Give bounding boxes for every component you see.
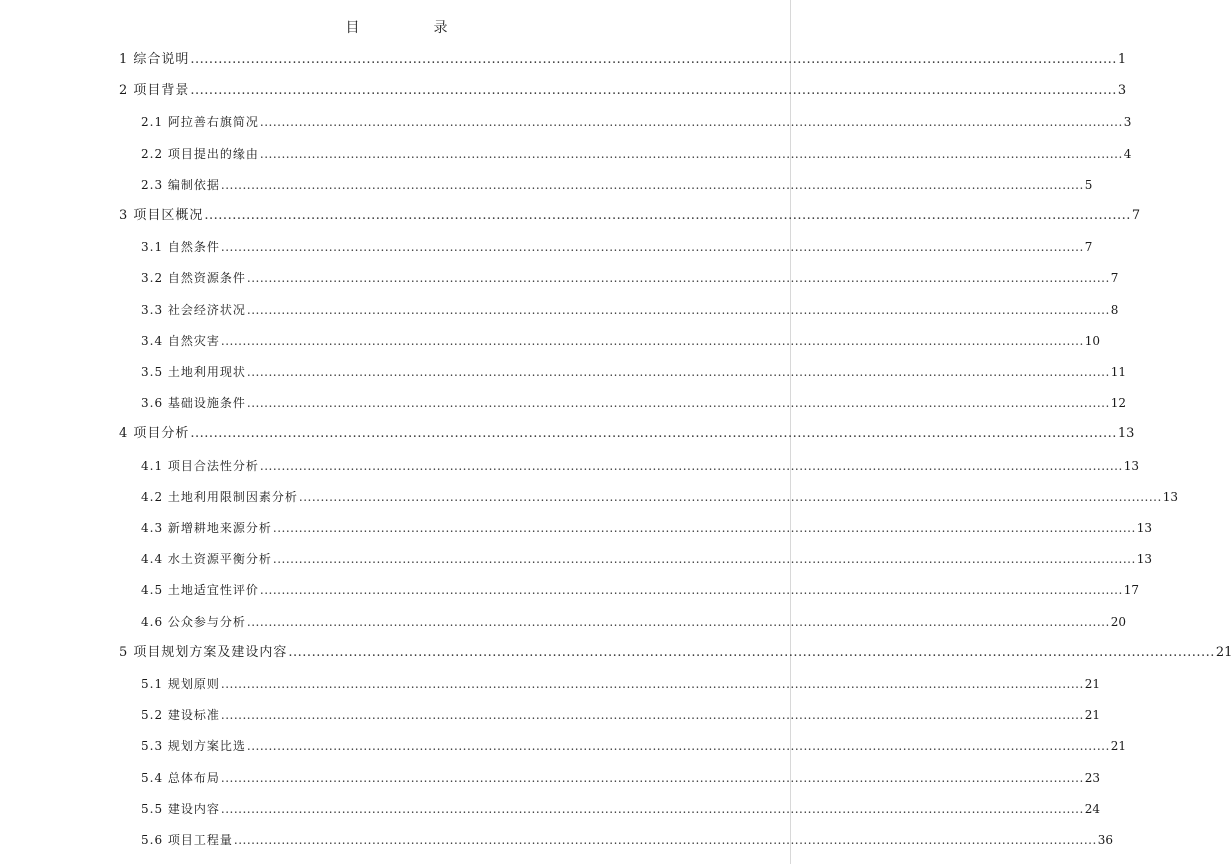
toc-leader-dots: ........................................................................................................................................................................................................	[259, 583, 1123, 598]
toc-entry-page: 13	[1162, 489, 1179, 504]
toc-leader-dots: ........................................................................................................................................................................................................	[288, 644, 1215, 660]
toc-entry	[119, 50, 1127, 70]
toc-entry-title: 2.1 阿拉善右旗简况	[141, 115, 259, 130]
toc-entry	[141, 300, 1119, 320]
toc-entry	[141, 144, 1132, 164]
toc-entry-title: 5.3 规划方案比选	[141, 739, 246, 754]
toc-entry-title: 3.5 土地利用现状	[141, 365, 246, 379]
toc-leader-dots: ........................................................................................................................................................................................................	[220, 801, 1084, 816]
toc-entry-page: 1	[1117, 52, 1127, 67]
toc-leader-dots: ........................................................................................................................................................................................................	[259, 115, 1123, 130]
toc-entry-page: 5	[1084, 177, 1093, 192]
toc-entry	[141, 456, 1140, 476]
toc-entry	[141, 674, 1101, 694]
toc-leader-dots: ........................................................................................................................................................................................................	[190, 83, 1117, 99]
toc-entry-title: 3.3 社会经济状况	[141, 302, 246, 317]
toc-entry-title: 4.4 水土资源平衡分析	[141, 552, 272, 567]
toc-entry	[141, 362, 1127, 382]
toc-entry-title: 2.2 项目提出的缘由	[141, 146, 259, 161]
page-title: 目 录	[345, 20, 478, 36]
toc-entry	[119, 81, 1127, 101]
toc-leader-dots: ........................................................................................................................................................................................................	[246, 396, 1110, 411]
toc-entry-page: 21	[1110, 739, 1127, 754]
toc-entry-title: 3.2 自然资源条件	[141, 271, 246, 286]
toc-leader-dots: ........................................................................................................................................................................................................	[246, 271, 1110, 286]
toc-entry-title: 3.4 自然灾害	[141, 333, 220, 348]
toc-entry	[141, 580, 1140, 600]
toc-entry-title: 4.2 土地利用限制因素分析	[141, 489, 298, 504]
toc-entry-page: 7	[1110, 271, 1119, 286]
toc-entry-title: 3.1 自然条件	[141, 240, 220, 255]
toc-entry-title: 5.5 建设内容	[141, 801, 220, 816]
toc-leader-dots: ........................................................................................................................................................................................................	[233, 833, 1097, 847]
toc-entry-title: 4.6 公众参与分析	[141, 614, 246, 629]
toc-entry-page: 8	[1110, 302, 1119, 317]
toc-entry-title: 5.6 项目工程量	[141, 833, 233, 847]
toc-leader-dots: ........................................................................................................................................................................................................	[272, 552, 1136, 567]
toc-entry-page: 24	[1084, 801, 1101, 816]
toc-entry-page: 7	[1131, 208, 1141, 223]
toc-entry	[141, 768, 1101, 788]
toc-entry	[141, 175, 1093, 195]
toc-entry	[141, 393, 1127, 413]
toc-entry-title: 4 项目分析	[119, 426, 190, 442]
toc-leader-dots: ........................................................................................................................................................................................................	[246, 365, 1110, 379]
toc-entry-title: 5.4 总体布局	[141, 770, 220, 785]
toc-entry-title: 5 项目规划方案及建设内容	[119, 644, 288, 660]
toc-entry-page: 21	[1215, 644, 1232, 660]
toc-entry-page: 13	[1123, 458, 1140, 473]
toc-entry	[141, 518, 1153, 538]
toc-entry	[141, 112, 1132, 132]
toc-leader-dots: ........................................................................................................................................................................................................	[220, 177, 1084, 192]
toc-entry-page: 21	[1084, 708, 1101, 723]
toc-entry-title: 4.5 土地适宜性评价	[141, 583, 259, 598]
toc-entry-page: 36	[1097, 833, 1114, 847]
toc-leader-dots: ........................................................................................................................................................................................................	[246, 302, 1110, 317]
toc-leader-dots: ........................................................................................................................................................................................................	[220, 677, 1084, 691]
toc-leader-dots: ........................................................................................................................................................................................................	[259, 146, 1123, 161]
toc-entry-page: 17	[1123, 583, 1140, 598]
toc-leader-dots: ........................................................................................................................................................................................................	[220, 770, 1084, 785]
toc-entry	[141, 830, 1114, 850]
toc-leader-dots: ........................................................................................................................................................................................................	[220, 333, 1084, 348]
toc-entry-title: 5.2 建设标准	[141, 708, 220, 723]
toc-entry-page: 4	[1123, 146, 1132, 161]
toc-entry-title: 2 项目背景	[119, 83, 190, 99]
toc-entry	[141, 237, 1093, 257]
toc-leader-dots: ........................................................................................................................................................................................................	[190, 52, 1117, 67]
toc-entry-title: 4.1 项目合法性分析	[141, 458, 259, 473]
toc-leader-dots: ........................................................................................................................................................................................................	[204, 208, 1131, 223]
toc-entry	[119, 206, 1141, 226]
toc-entry-title: 2.3 编制依据	[141, 177, 220, 192]
toc-leader-dots: ........................................................................................................................................................................................................	[246, 739, 1110, 754]
toc-entry-page: 13	[1136, 521, 1153, 535]
toc-entry	[141, 487, 1179, 507]
toc-entry-page: 3	[1117, 83, 1127, 99]
toc-leader-dots: ........................................................................................................................................................................................................	[298, 489, 1162, 504]
toc-entry-page: 11	[1110, 365, 1127, 379]
toc-leader-dots: ........................................................................................................................................................................................................	[246, 614, 1110, 629]
toc-entry	[141, 736, 1127, 756]
toc-leader-dots: ........................................................................................................................................................................................................	[272, 521, 1136, 535]
toc-entry	[119, 424, 1135, 444]
toc-entry-page: 7	[1084, 240, 1093, 255]
toc-entry-title: 1 综合说明	[119, 52, 190, 67]
toc-entry-page: 20	[1110, 614, 1127, 629]
toc-entry-page: 13	[1136, 552, 1153, 567]
toc-entry	[141, 705, 1101, 725]
toc-leader-dots: ........................................................................................................................................................................................................	[190, 426, 1117, 442]
toc-entry	[141, 799, 1101, 819]
toc-entry-page: 3	[1123, 115, 1132, 130]
toc-leader-dots: ........................................................................................................................................................................................................	[220, 708, 1084, 723]
toc-entry-title: 5.1 规划原则	[141, 677, 220, 691]
toc-entry-page: 12	[1110, 396, 1127, 411]
toc-leader-dots: ........................................................................................................................................................................................................	[220, 240, 1084, 255]
toc-leader-dots: ........................................................................................................................................................................................................	[259, 458, 1123, 473]
toc-entry	[141, 612, 1127, 632]
toc-entry-page: 21	[1084, 677, 1101, 691]
toc-entry-title: 3 项目区概况	[119, 208, 204, 223]
toc-entry	[119, 643, 1232, 663]
toc-entry-title: 3.6 基础设施条件	[141, 396, 246, 411]
toc-entry-page: 10	[1084, 333, 1101, 348]
toc-entry	[141, 549, 1153, 569]
toc-entry	[141, 268, 1119, 288]
toc-entry	[141, 331, 1101, 351]
toc-entry-page: 13	[1117, 426, 1135, 442]
toc-entry-title: 4.3 新增耕地来源分析	[141, 521, 272, 535]
toc-entry-page: 23	[1084, 770, 1101, 785]
